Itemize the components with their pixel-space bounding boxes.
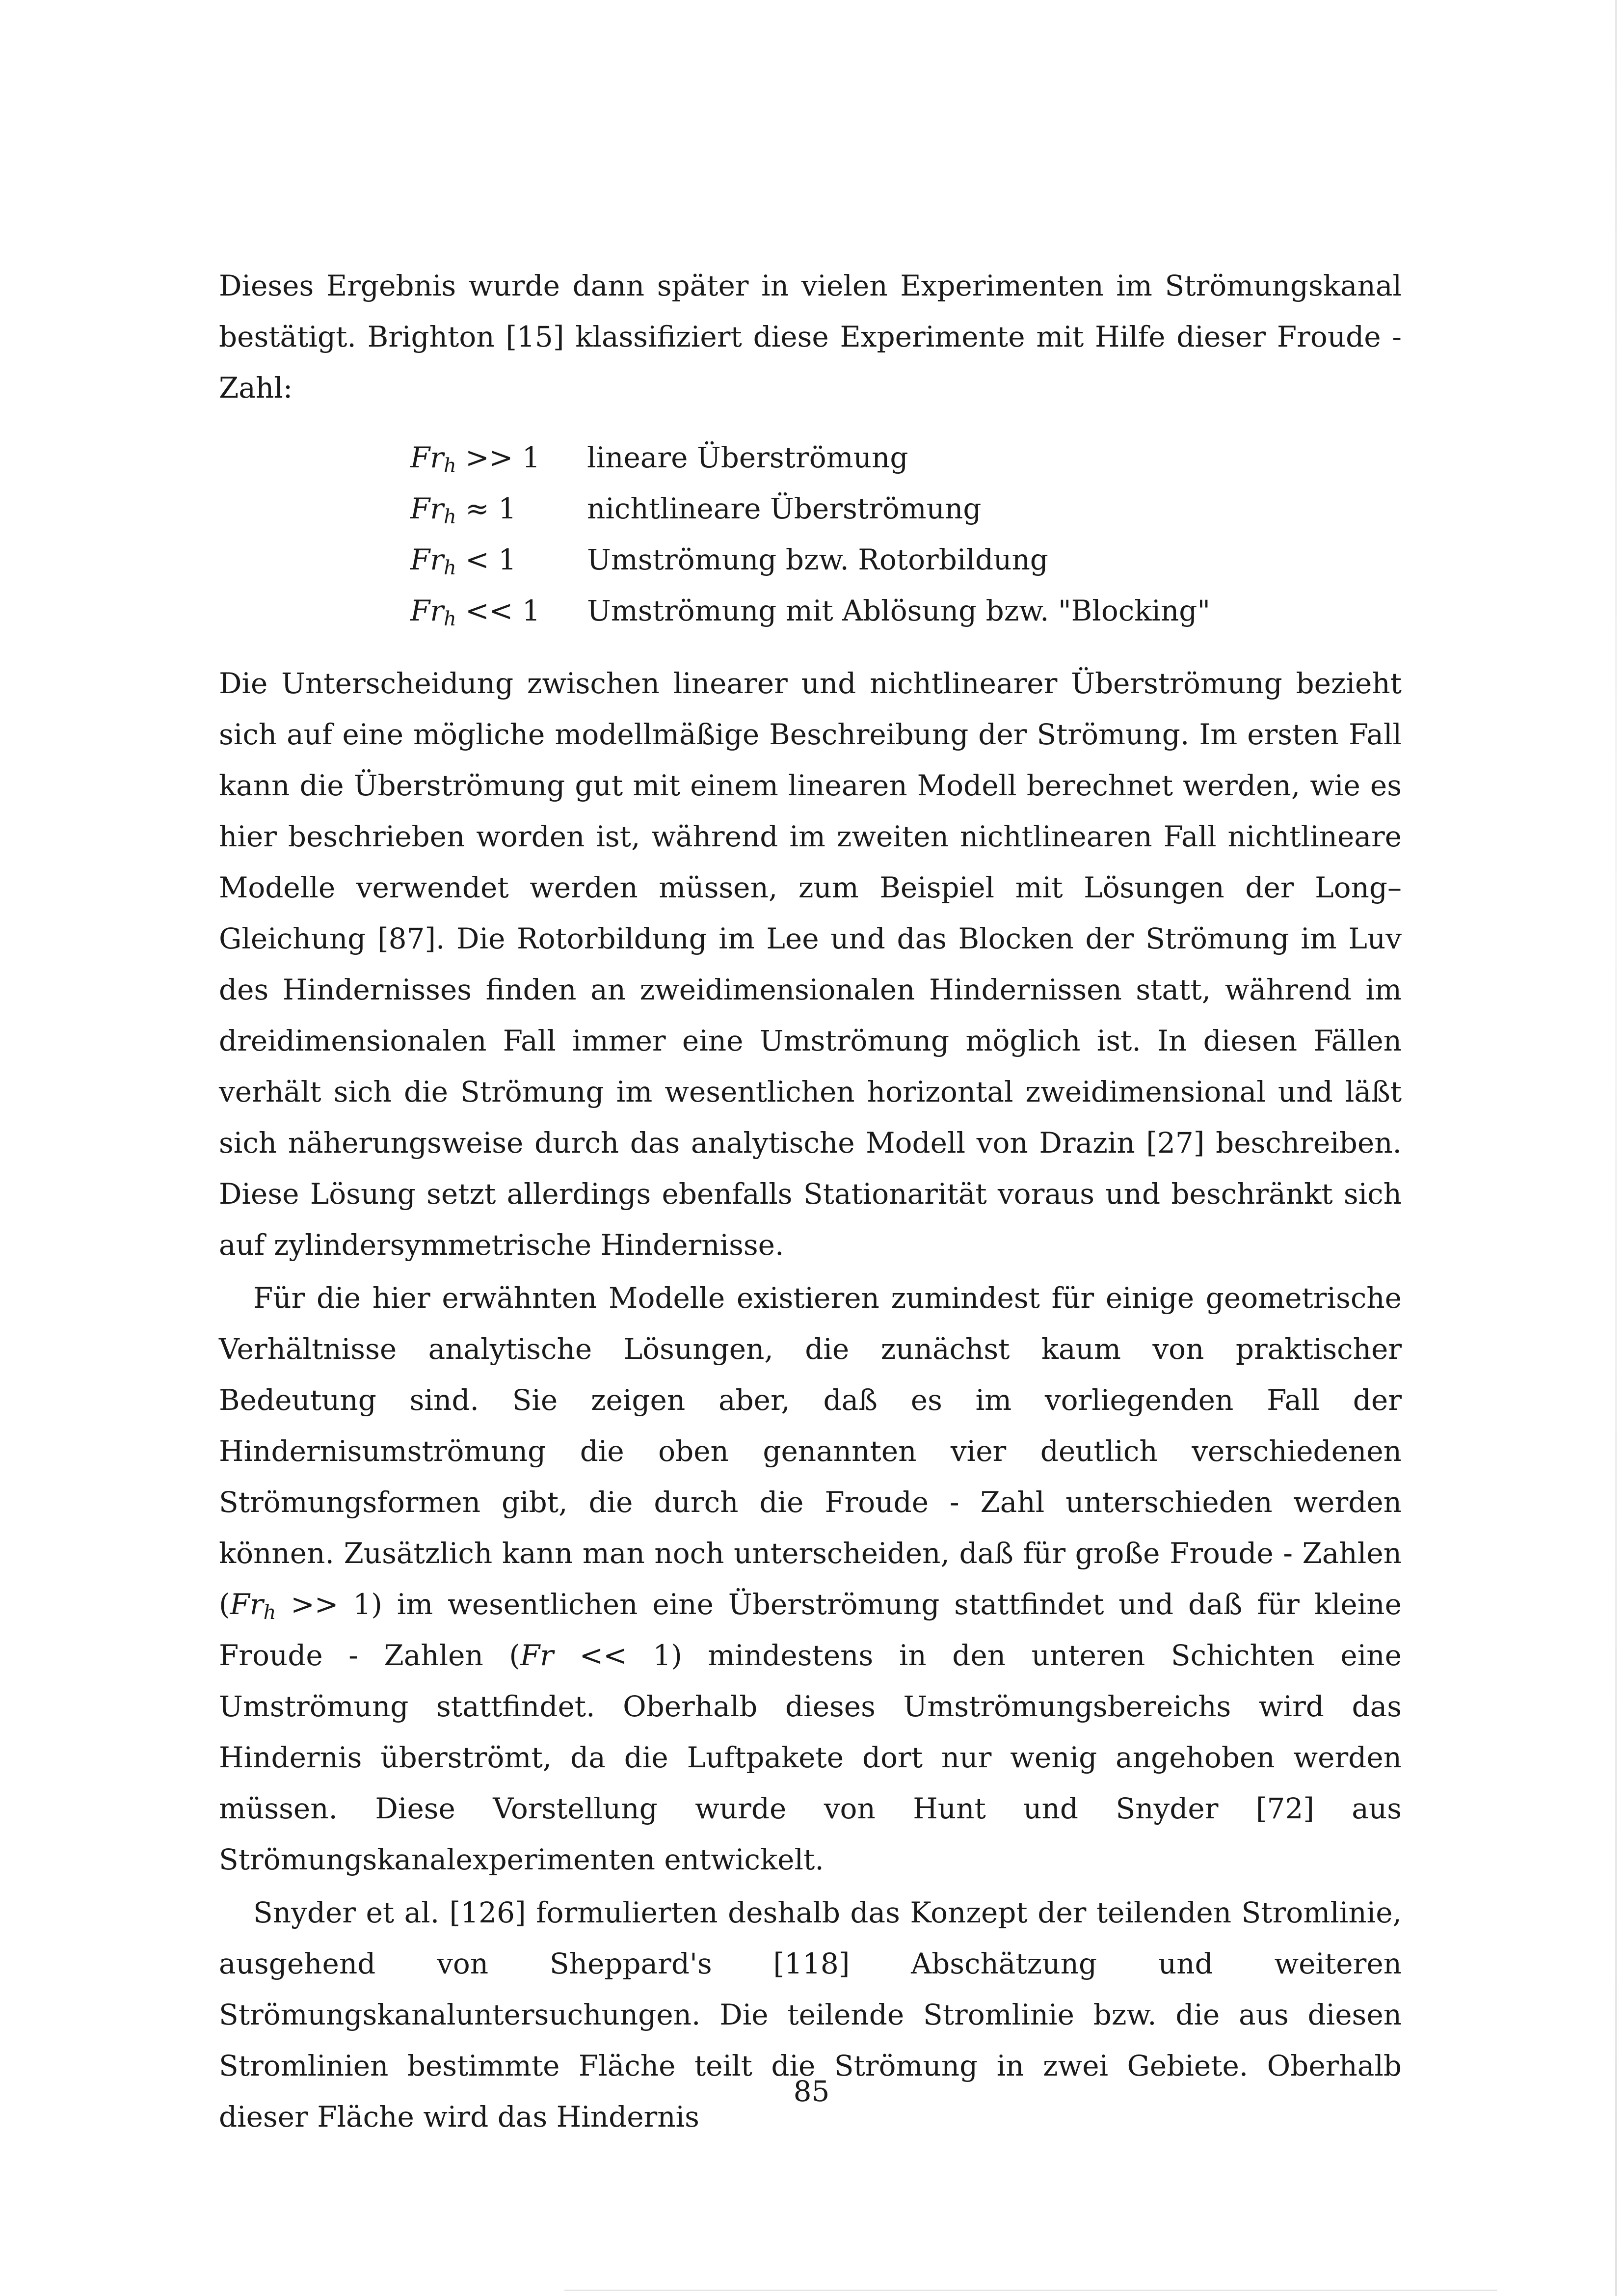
inline-math-froude: Fr — [520, 1639, 554, 1672]
classification-row — [410, 483, 1210, 534]
froude-condition: $Fr_h >> 1$ — [410, 441, 540, 477]
froude-symbol: $Fr_h$ — [410, 594, 456, 630]
scan-edge-bottom — [564, 2290, 1497, 2291]
flow-regime: Umströmung bzw. Rotorbildung — [587, 543, 1048, 576]
froude-condition: $Fr_h << 1$ — [410, 594, 540, 630]
flow-regime: lineare Überströmung — [587, 441, 908, 474]
body-text — [219, 260, 1402, 2142]
inline-math-froude-h: $Fr_h$ — [230, 1588, 276, 1624]
classification-row — [410, 534, 1210, 585]
flow-regime: Umströmung mit Ablösung bzw. "Blocking" — [587, 594, 1211, 627]
froude-condition: $Fr_h < 1$ — [410, 543, 517, 579]
page-number: 85 — [793, 2075, 830, 2108]
froude-symbol: $Fr_h$ — [410, 492, 456, 528]
froude-symbol: $Fr_h$ — [410, 441, 456, 477]
froude-classification-table — [410, 432, 1210, 636]
flow-regime: nichtlineare Überströmung — [587, 492, 982, 525]
froude-condition: $Fr_h \approx 1$ — [410, 492, 517, 528]
froude-symbol: $Fr_h$ — [410, 543, 456, 579]
paragraph-1: Dieses Ergebnis wurde dann später in vielen Experimenten im Strömungskanal bestätigt. Brighton [15] klassifiziert diese Experimente mit Hilfe dieser Froude - Zahl: — [219, 269, 1402, 405]
paragraph-4: Snyder et al. [126] formulierten deshalb das Konzept der teilenden Stromlinie, ausgehend von Sheppard's [118] Abschätzung und weiteren Strömungskanaluntersuchungen. Die teilende Stromlinie bzw. die aus diesen Stromlinien bestimmte Fläche teilt die Strömung in zwei Gebiete. Oberhalb dieser Fläche wird das Hindernis — [219, 1896, 1402, 2134]
scan-edge-right — [1615, 0, 1617, 2296]
paragraph-2: Die Unterscheidung zwischen linearer und nichtlinearer Überströmung bezieht sich auf eine mögliche modellmäßige Beschreibung der Strömung. Im ersten Fall kann die Überströmung gut mit einem linearen Modell berechnet werden, wie es hier beschrieben worden ist, während im zweiten nichtlinearen Fall nichtlineare Modelle verwendet werden müssen, zum Beispiel mit Lösungen der Long– Gleichung [87]. Die Rotorbildung im Lee und das Blocken der Strömung im Luv des Hindernisses finden an zweidimensionalen Hindernissen statt, während im dreidimensionalen Fall immer eine Umströmung möglich ist. In diesen Fällen verhält sich die Strömung im wesentlichen horizontal zweidimensional und läßt sich näherungsweise durch das analytische Modell von Drazin [27] beschreiben. Diese Lösung setzt allerdings ebenfalls Stationarität voraus und beschränkt sich auf zylindersymmetrische Hindernisse. — [219, 667, 1402, 1262]
paragraph-3: Für die hier erwähnten Modelle existieren zumindest für einige geometrische Verhältnisse analytische Lösungen, die zunächst kaum von praktischer Bedeutung sind. Sie zeigen aber, daß es im vorliegenden Fall der Hindernisumströmung die oben genannten vier deutlich verschiedenen Strömungsformen gibt, die durch die Froude - Zahl unterschieden werden können. Zusätzlich kann man noch unterscheiden, daß für große Froude - Zahlen $(Fr_h >> 1)$ im wesentlichen eine Überströmung stattfindet und daß für kleine Froude - Zahlen (Fr << 1) mindestens in den unteren Schichten eine Umströmung stattfindet. Oberhalb dieses Umströmungsbereichs wird das Hindernis überströmt, da die Luftpakete dort nur wenig angehoben werden müssen. Diese Vorstellung wurde von Hunt und Snyder [72] aus Strömungskanalexperimenten entwickelt. — [219, 1281, 1402, 1876]
classification-row — [410, 585, 1210, 636]
classification-row — [410, 432, 1210, 483]
